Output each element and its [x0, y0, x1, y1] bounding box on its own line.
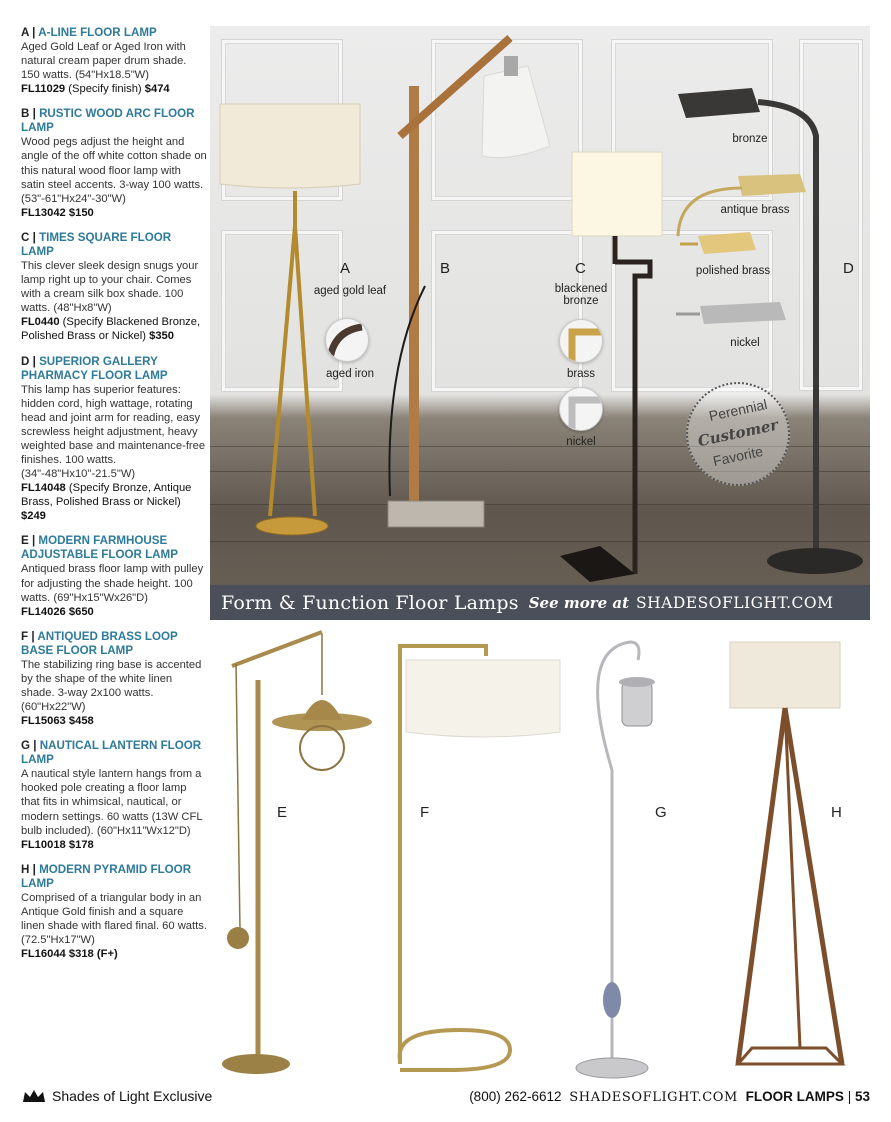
product-sku-line [21, 605, 207, 619]
product-heading: C | TIMES SQUARE FLOOR LAMP [21, 230, 172, 258]
product-heading: F | ANTIQUED BRASS LOOP BASE FLOOR LAMP [21, 629, 178, 657]
finish-blackened-bronze: blackened bronze [554, 283, 608, 307]
product-price: $178 [68, 838, 94, 851]
footer-separator: | [847, 1089, 852, 1104]
lamp-f-image [400, 646, 560, 1070]
product-name: MODERN FARMHOUSE ADJUSTABLE FLOOR LAMP [21, 534, 178, 562]
product-description: Wood pegs adjust the height and angle of the off white cotton shade on this natural wood floor lamp with satin steel accents. 3-way 100 watts. (53"-61"Hx24"-30"W) [21, 136, 207, 205]
product-heading: A | A-LINE FLOOR LAMP [21, 26, 157, 39]
banner-site-link[interactable]: SHADESOFLIGHT.COM [636, 593, 834, 612]
product-heading: E | MODERN FARMHOUSE ADJUSTABLE FLOOR LAMP [21, 534, 178, 562]
product-name: ANTIQUED BRASS LOOP BASE FLOOR LAMP [21, 629, 178, 657]
footer-info [469, 1089, 870, 1105]
hero-lamps-illustration [210, 26, 870, 620]
finish-antique-brass: antique brass [720, 204, 790, 216]
product-sku: FL14048 [21, 482, 66, 495]
product-price: $474 [144, 83, 170, 96]
product-dimensions: (60"Hx11"Wx12"D) [96, 824, 191, 837]
product-sku-line [21, 82, 207, 96]
banner-see-more: See more at [528, 593, 630, 612]
lamp-b-image [388, 38, 550, 527]
product-dimensions: (53"-61"Hx24"-30"W) [21, 192, 126, 205]
product-dimensions: (60"Hx22"W) [21, 701, 86, 714]
product-name: SUPERIOR GALLERY PHARMACY FLOOR LAMP [21, 354, 168, 382]
product-a [21, 26, 207, 96]
product-description: Aged Gold Leaf or Aged Iron with natural cream paper drum shade. 150 watts. (54"Hx18.5"W) [21, 41, 187, 82]
product-h [21, 863, 207, 961]
product-description: The stabilizing ring base is accented by the shape of the white linen shade. 3-way 2x100 watts. (60"Hx22"W) [21, 658, 202, 714]
nickel-swatch [559, 387, 603, 431]
product-sku: FL11029 [21, 83, 66, 96]
finish-brass: brass [566, 368, 596, 380]
hero-photo [210, 26, 870, 620]
product-price: $150 [68, 206, 94, 219]
brass-swatch [559, 319, 603, 363]
product-name: TIMES SQUARE FLOOR LAMP [21, 230, 172, 258]
product-b [21, 107, 207, 220]
finish-aged-iron: aged iron [326, 368, 374, 380]
finish-polished-brass: polished brass [695, 265, 771, 277]
product-dimensions: (72.5"Hx17"W) [21, 934, 95, 947]
finish-nickel-d: nickel [730, 337, 760, 349]
footer-section: FLOOR LAMPS [745, 1089, 844, 1104]
label-b: B [440, 260, 451, 277]
product-d [21, 355, 207, 524]
aged-iron-swatch [325, 318, 369, 362]
lower-products [210, 620, 870, 1080]
footer-phone[interactable]: (800) 262-6612 [469, 1089, 562, 1104]
footer-exclusive [22, 1088, 212, 1104]
finish-nickel: nickel [566, 436, 596, 448]
product-name: RUSTIC WOOD ARC FLOOR LAMP [21, 107, 195, 135]
product-sku-line [21, 947, 207, 961]
product-c [21, 231, 207, 344]
lower-lamps-illustration [210, 620, 870, 1080]
lamp-h-image [730, 642, 842, 1064]
product-sku: FL15063 [21, 715, 66, 728]
product-dimensions: (34"-48"Hx10"-21.5"W) [21, 468, 136, 481]
product-dimensions: (54"Hx18.5"W) [75, 69, 149, 82]
product-sku: FL14026 [21, 605, 66, 618]
product-dimensions: (69"Hx15"Wx26"D) [53, 591, 148, 604]
product-description: This lamp has superior features: hidden cord, high wattage, rotating head and joint arm for reading, easy screwless height adjustment, heavy weighted base and maintenance-free finishes. 100 watts. (34"-48"Hx10"-21.5"W) [21, 383, 206, 481]
product-sku-line [21, 838, 207, 852]
product-price: $350 [149, 330, 174, 343]
banner-subtitle: Floor Lamps [395, 591, 519, 614]
page-number: 53 [854, 1089, 870, 1104]
label-d: D [843, 260, 854, 277]
product-heading: D | SUPERIOR GALLERY PHARMACY FLOOR LAMP [21, 354, 168, 382]
product-sku-line [21, 481, 207, 523]
product-sku: FL16044 [21, 948, 66, 961]
label-g: G [655, 804, 667, 821]
label-c: C [575, 260, 586, 277]
product-sku-line [21, 315, 207, 343]
product-heading: B | RUSTIC WOOD ARC FLOOR LAMP [21, 107, 195, 135]
banner-title: Form & Function [221, 591, 390, 614]
finish-aged-gold-leaf: aged gold leaf [313, 285, 387, 297]
footer-site-link[interactable]: SHADESOFLIGHT.COM [569, 1090, 738, 1105]
product-list [21, 26, 207, 972]
form-function-banner[interactable] [210, 585, 870, 620]
product-e [21, 534, 207, 618]
product-sku-line [21, 206, 207, 220]
crown-icon [22, 1088, 46, 1104]
product-g [21, 739, 207, 852]
product-price: $458 [68, 715, 94, 728]
product-heading: G | NAUTICAL LANTERN FLOOR LAMP [21, 739, 202, 767]
label-e: E [277, 804, 288, 821]
product-sku: FL13042 [21, 206, 66, 219]
label-f: F [420, 804, 430, 821]
product-spec: (Specify Bronze, Antique Brass, Polished Brass or Nickel) [21, 482, 192, 509]
product-f [21, 630, 207, 728]
product-spec: (Specify finish) [68, 83, 142, 96]
lamp-c-image [560, 152, 662, 582]
product-sku: FL0440 [21, 316, 60, 329]
product-heading: H | MODERN PYRAMID FLOOR LAMP [21, 862, 192, 890]
lamp-e-image [222, 632, 372, 1074]
lamp-g-image [576, 642, 655, 1078]
product-sku: FL10018 [21, 838, 66, 851]
label-a: A [340, 260, 351, 277]
product-price: $318 (F+) [68, 948, 118, 961]
product-sku-line [21, 714, 207, 728]
product-name: NAUTICAL LANTERN FLOOR LAMP [21, 739, 202, 767]
label-h: H [831, 804, 842, 821]
exclusive-label: Shades of Light Exclusive [52, 1088, 213, 1104]
product-description: Antiqued brass floor lamp with pulley for adjusting the shade height. 100 watts. (69"Hx15"Wx26"D) [21, 563, 204, 604]
product-name: A-LINE FLOOR LAMP [38, 26, 157, 39]
product-price: $650 [68, 605, 94, 618]
product-name: MODERN PYRAMID FLOOR LAMP [21, 862, 192, 890]
product-spec: (Specify Blackened Bronze, Polished Brass or Nickel) [21, 316, 201, 343]
lamp-d-image [676, 88, 863, 574]
product-description: A nautical style lantern hangs from a hooked pole creating a floor lamp that fits in whimsical, nautical, or modern settings. 60 watts (13W CFL bulb included). (60"Hx11"Wx12"D) [21, 768, 203, 837]
finish-bronze: bronze [732, 133, 768, 145]
product-description: This clever sleek design snugs your lamp right up to your chair. Comes with a cream silk box shade. 100 watts. (48"Hx8"W) [21, 259, 199, 315]
product-dimensions: (48"Hx8"W) [53, 302, 112, 315]
product-description: Comprised of a triangular body in an Antique Gold finish and a square linen shade with flared final. 60 watts. (72.5"Hx17"W) [21, 891, 207, 947]
product-price: $249 [21, 510, 46, 523]
perennial-favorite-badge: Perennial Customer Favorite [686, 382, 790, 486]
